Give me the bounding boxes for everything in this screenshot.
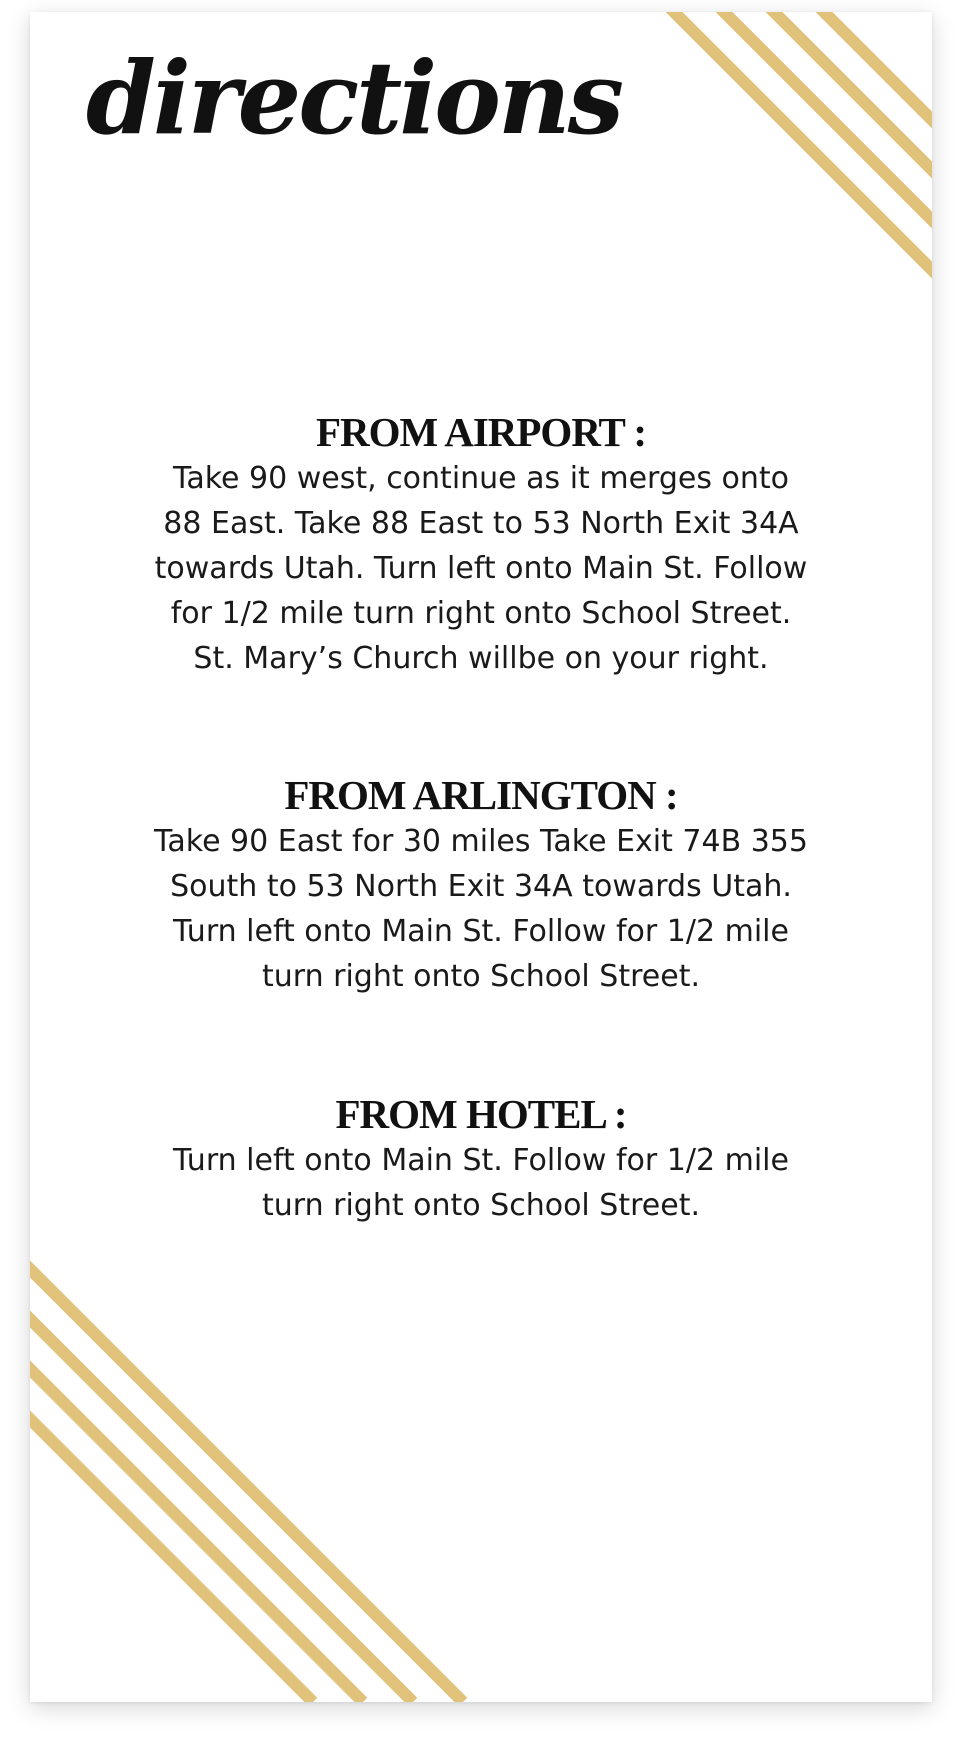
directions-card [30,12,932,1702]
directions-section-arlington [30,771,932,999]
top-right-stripes [654,12,932,308]
section-heading: FROM ARLINGTON : [284,772,678,818]
page-title: directions [86,39,621,157]
stripe [30,1349,363,1702]
stripe [654,12,932,308]
section-heading: FROM HOTEL : [335,1091,627,1137]
section-body: Turn left onto Main St. Follow for 1/2 mile turn right onto School Street. [173,1143,789,1223]
directions-section-airport [30,408,932,681]
stripe [30,1399,313,1702]
section-heading: FROM AIRPORT : [315,409,646,455]
stripe [804,12,932,158]
bottom-left-stripes [30,1249,463,1702]
section-body: Take 90 East for 30 miles Take Exit 74B 355 South to 53 North Exit 34A towards Utah. Turn left onto Main St. Follow for 1/2 mile turn right onto School Street. [154,824,808,994]
directions-section-hotel [30,1090,932,1228]
stripe [30,1299,413,1702]
section-body: Take 90 west, continue as it merges onto 88 East. Take 88 East to 53 North Exit 34A towards Utah. Turn left onto Main St. Follow for 1/2 mile turn right onto School Street. St. Mary’s Church willbe on your right. [154,461,808,676]
